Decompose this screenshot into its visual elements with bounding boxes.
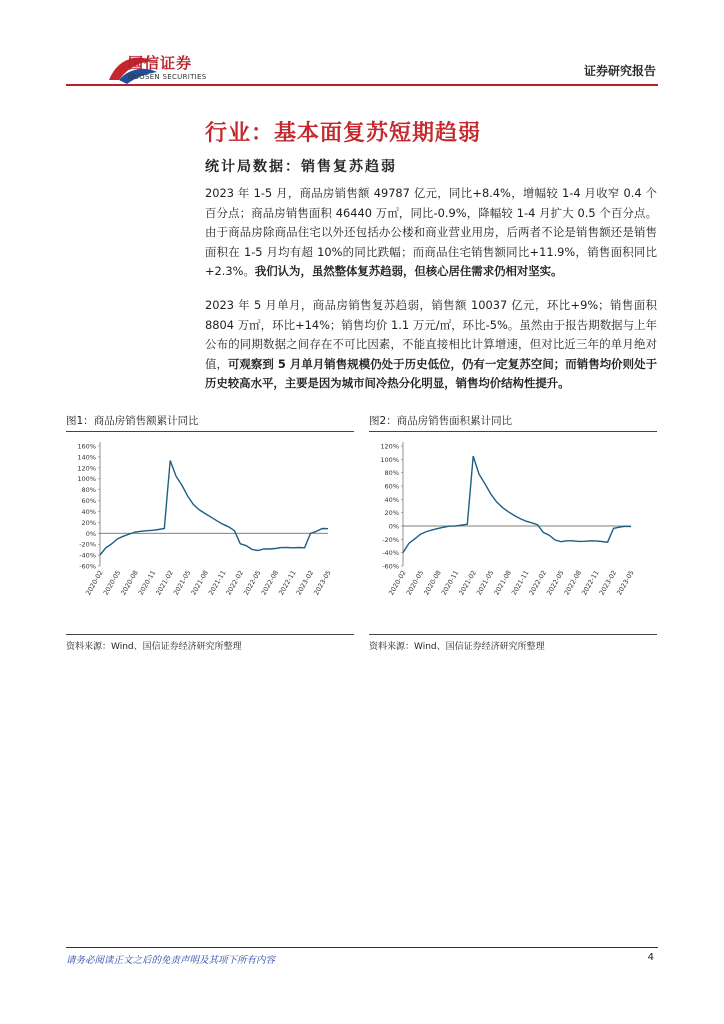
y-tick-label: -40% (382, 549, 399, 558)
y-tick-label: 40% (81, 507, 96, 516)
figure-1-source: 资料来源：Wind、国信证券经济研究所整理 (66, 634, 354, 657)
x-tick-label: 2021-02 (154, 569, 175, 597)
series-line (100, 461, 328, 556)
y-tick-label: 120% (380, 442, 399, 451)
x-tick-label: 2022-11 (580, 569, 601, 597)
y-tick-label: 0% (85, 529, 96, 538)
paragraph-1-emphasis: 我们认为，虽然整体复苏趋弱，但核心居住需求仍相对坚实。 (254, 264, 563, 278)
x-tick-label: 2022-08 (259, 569, 281, 597)
x-tick-label: 2023-05 (312, 569, 333, 597)
chart-1 (66, 432, 354, 634)
y-tick-label: 0% (388, 522, 399, 531)
x-tick-label: 2022-02 (224, 569, 246, 597)
page-number: 4 (647, 952, 654, 963)
y-tick-label: 60% (81, 497, 96, 506)
x-tick-label: 2021-02 (457, 569, 478, 597)
x-tick-label: 2022-08 (562, 569, 584, 597)
y-tick-label: 100% (380, 455, 399, 464)
paragraph-1-text: 2023 年 1-5 月，商品房销售额 49787 亿元，同比+8.4%，增幅较 1-4 月收窄 0.4 个百分点；商品房销售面积 46440 万㎡，同比-0.9%，降幅较 1-4 月扩大 0.5 个百分点。由于商品房除商品住宅以外还包括办公楼和商业营业用房，后两者不论是销售额还是销售面积在 1-5 月均有超 10%的同比跌幅；而商品住宅销售额同比+11.9%，销售面积同比+2.3%。 (205, 186, 657, 278)
figure-2-title: 图2：商品房销售面积累计同比 (369, 413, 657, 432)
x-tick-label: 2023-05 (615, 569, 636, 597)
x-tick-label: 2021-11 (509, 569, 531, 597)
figure-1 (66, 413, 354, 657)
x-tick-label: 2021-05 (171, 569, 193, 597)
chart-2 (369, 432, 657, 634)
x-tick-label: 2020-05 (404, 569, 426, 597)
x-tick-label: 2020-08 (422, 569, 443, 597)
x-tick-label: 2020-11 (439, 569, 461, 597)
x-tick-label: 2022-11 (277, 569, 298, 597)
x-tick-label: 2021-08 (189, 569, 210, 597)
y-tick-label: 20% (81, 518, 96, 527)
x-tick-label: 2021-05 (474, 569, 496, 597)
y-tick-label: 120% (77, 464, 96, 473)
y-tick-label: 80% (384, 469, 399, 478)
x-tick-label: 2023-02 (294, 569, 316, 597)
x-tick-label: 2023-02 (597, 569, 619, 597)
y-tick-label: -40% (79, 551, 96, 560)
series-line (403, 456, 631, 552)
figure-2-source: 资料来源：Wind、国信证券经济研究所整理 (369, 634, 657, 657)
y-tick-label: 40% (384, 495, 399, 504)
logo-text-cn: 国信证券 (128, 54, 193, 72)
footer-divider (66, 947, 658, 948)
y-tick-label: -20% (79, 540, 96, 549)
y-tick-label: -60% (79, 562, 96, 571)
y-tick-label: 160% (77, 442, 96, 451)
sub-title: 统计局数据：销售复苏趋弱 (205, 159, 397, 175)
figure-2 (369, 413, 657, 657)
x-tick-label: 2020-02 (387, 569, 408, 597)
x-tick-label: 2020-08 (119, 569, 140, 597)
paragraph-2 (205, 296, 657, 394)
section-title: 行业：基本面复苏短期趋弱 (205, 121, 482, 146)
report-type-label: 证券研究报告 (583, 64, 656, 78)
y-tick-label: 60% (384, 482, 399, 491)
y-tick-label: -20% (382, 535, 399, 544)
logo-text-en: GUOSEN SECURITIES (128, 73, 207, 81)
footer-disclaimer: 请务必阅读正文之后的免责声明及其项下所有内容 (66, 955, 276, 966)
x-tick-label: 2020-05 (101, 569, 123, 597)
y-tick-label: 80% (81, 486, 96, 495)
paragraph-2-emphasis: 可观察到 5 月单月销售规模仍处于历史低位，仍有一定复苏空间；而销售均价则处于历史较高水平，主要是因为城市间冷热分化明显，销售均价结构性提升。 (205, 356, 657, 390)
x-tick-label: 2022-05 (545, 569, 566, 597)
y-tick-label: 100% (77, 475, 96, 484)
figure-1-title: 图1：商品房销售额累计同比 (66, 413, 354, 432)
y-tick-label: 140% (77, 453, 96, 462)
x-tick-label: 2021-08 (492, 569, 513, 597)
x-tick-label: 2022-02 (527, 569, 549, 597)
x-tick-label: 2020-02 (84, 569, 105, 597)
header-divider (66, 84, 658, 86)
paragraph-1 (205, 184, 657, 282)
x-tick-label: 2021-11 (206, 569, 228, 597)
x-tick-label: 2022-05 (242, 569, 263, 597)
y-tick-label: -60% (382, 562, 399, 571)
x-tick-label: 2020-11 (136, 569, 158, 597)
y-tick-label: 20% (384, 509, 399, 518)
paragraph-2-text: 2023 年 5 月单月，商品房销售复苏趋弱，销售额 10037 亿元，环比+9%；销售面积 8804 万㎡，环比+14%；销售均价 1.1 万元/㎡，环比-5%。虽然由于报告期数据与上年公布的同期数据之间存在不可比因素，不能直接相比计算增速，但对比近三年的单月绝对值， (205, 298, 657, 371)
